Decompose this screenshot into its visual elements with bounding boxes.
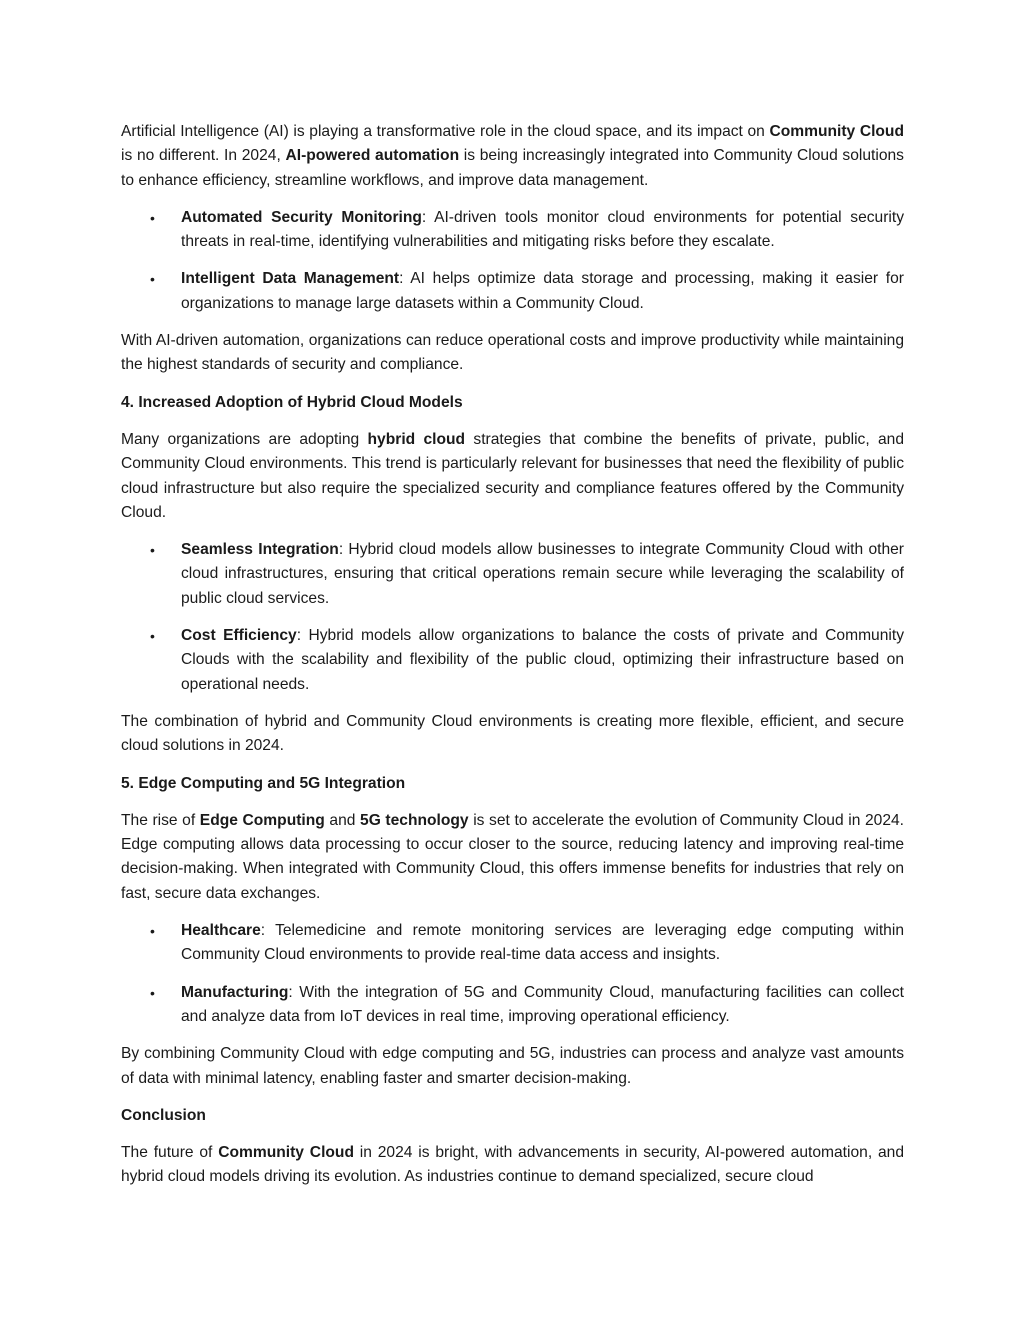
bullet-term: Seamless Integration: [181, 541, 339, 559]
list-item: [121, 206, 904, 255]
ai-summary-paragraph: With AI-driven automation, organizations can reduce operational costs and improve productivity while maintaining the highest standards of security and compliance.: [121, 332, 904, 374]
ai-bullet-list: [121, 206, 904, 316]
bullet-text: : AI-driven tools monitor cloud environments for potential security threats in real-time, identifying vulnerabilities and mitigating risks before they escalate.: [181, 208, 904, 251]
conclusion-text-2: in 2024 is bright, with advancements in security, AI-powered automation, and hybrid cloud models driving its evolution. As industries continue to demand specialized, secure cloud: [121, 1144, 904, 1186]
conclusion-text-1: The future of: [121, 1144, 219, 1162]
section-5-bold-2: 5G technology: [360, 811, 469, 829]
intro-bold-1: Community Cloud: [769, 123, 904, 140]
intro-bold-2: AI-powered automation: [285, 147, 460, 165]
bullet-term: Manufacturing: [181, 983, 289, 1001]
bullet-text: : Hybrid models allow organizations to balance the costs of private and Community Clouds with the scalability and flexibility of the public cloud, optimizing their infrastructure based on operational needs.: [181, 627, 904, 693]
intro-paragraph: [121, 120, 904, 193]
document-page: [121, 120, 904, 1203]
bullet-term: Intelligent Data Management: [181, 270, 400, 288]
section-5-bullet-list: [121, 919, 904, 1029]
bullet-term: Automated Security Monitoring: [181, 208, 422, 226]
conclusion-bold-1: Community Cloud: [218, 1144, 354, 1162]
bullet-icon: •: [150, 984, 155, 1001]
bullet-text: : AI helps optimize data storage and processing, making it easier for organizations to manage large datasets within a Community Cloud.: [181, 270, 904, 312]
bullet-term: Cost Efficiency: [181, 627, 297, 645]
section-5-heading: 5. Edge Computing and 5G Integration: [121, 774, 406, 792]
intro-text-1: Artificial Intelligence (AI) is playing a transformative role in the cloud space, and its impact on: [121, 123, 770, 140]
list-item: [121, 919, 904, 968]
conclusion-heading: Conclusion: [121, 1106, 206, 1124]
bullet-text: : With the integration of 5G and Community Cloud, manufacturing facilities can collect and analyze data from IoT devices in real time, improving operational efficiency.: [181, 983, 904, 1025]
section-4-bullet-list: [121, 538, 904, 697]
intro-text-3: is being increasingly integrated into Community Cloud solutions to enhance efficiency, streamline workflows, and improve data management.: [121, 147, 904, 189]
section-5-text-3: is set to accelerate the evolution of Community Cloud in 2024. Edge computing allows data processing to occur closer to the source, reducing latency and improving real-time decision-making. When integrated with Community Cloud, this offers immense benefits for industries that rely on fast, secure data exchanges.: [121, 811, 905, 902]
intro-text-2: is no different. In 2024,: [121, 147, 286, 165]
section-5-paragraph: [121, 809, 904, 906]
list-item: [121, 538, 904, 611]
section-5-text-2: and: [324, 811, 361, 829]
bullet-icon: •: [150, 923, 155, 940]
bullet-text: : Hybrid cloud models allow businesses to integrate Community Cloud with other cloud infrastructures, ensuring that critical operations remain secure while leveraging the scalability of public cloud services.: [181, 541, 904, 607]
section-5-text-1: The rise of: [121, 811, 200, 829]
bullet-icon: •: [150, 628, 155, 645]
section-5-summary: By combining Community Cloud with edge computing and 5G, industries can process and analyze vast amounts of data with minimal latency, enabling faster and smarter decision-making.: [121, 1045, 904, 1087]
section-4-summary: The combination of hybrid and Community Cloud environments is creating more flexible, efficient, and secure cloud solutions in 2024.: [121, 712, 904, 755]
section-4-heading: 4. Increased Adoption of Hybrid Cloud Models: [121, 393, 463, 411]
section-4-text-2: strategies that combine the benefits of private, public, and Community Cloud environments. This trend is particularly relevant for businesses that need the flexibility of public cloud infrastructure but also require the specialized security and compliance features offered by the Community Cloud.: [121, 430, 905, 521]
section-4-text-1: Many organizations are adopting: [121, 430, 368, 448]
list-item: [121, 267, 904, 316]
bullet-icon: •: [150, 209, 155, 226]
bullet-icon: •: [150, 542, 155, 559]
list-item: [121, 981, 904, 1030]
bullet-text: : Telemedicine and remote monitoring services are leveraging edge computing within Community Cloud environments to provide real-time data access and insights.: [181, 922, 904, 964]
conclusion-paragraph: [121, 1141, 904, 1190]
section-4-paragraph: [121, 428, 904, 525]
section-5-bold-1: Edge Computing: [199, 811, 325, 829]
bullet-term: Healthcare: [181, 922, 261, 940]
bullet-icon: •: [150, 271, 155, 288]
section-4-bold-1: hybrid cloud: [367, 430, 466, 448]
list-item: [121, 624, 904, 697]
